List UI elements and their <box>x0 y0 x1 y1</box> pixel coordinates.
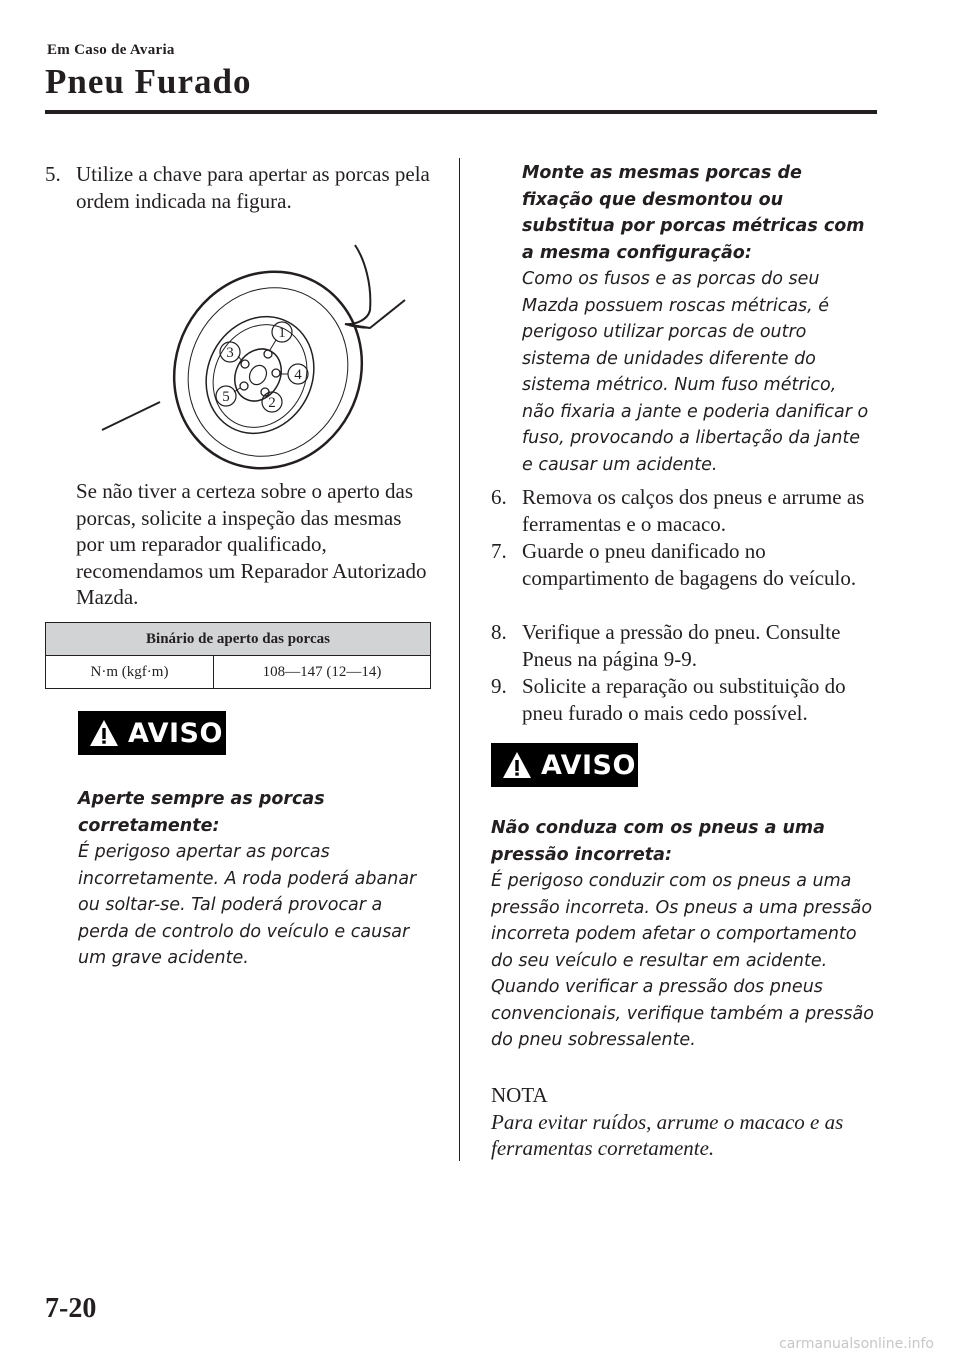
step-7-text: Guarde o pneu danificado no compartimento de bagagens do veículo. <box>522 539 857 590</box>
warning-triangle-icon <box>501 750 533 780</box>
step-8 <box>491 619 876 672</box>
warning-block-left <box>78 786 438 972</box>
wheel-lug-nut-diagram <box>100 240 410 470</box>
step-8-text: Verifique a pressão do pneu. Consulte Pneus na página 9-9. <box>522 620 841 671</box>
page-number: 7-20 <box>45 1293 97 1324</box>
caution-heading: Monte as mesmas porcas de fixação que desmontou ou substitua por porcas métricas com a mesma configuração: <box>522 163 865 263</box>
step-9 <box>491 673 876 726</box>
note-label: NOTA <box>491 1083 548 1107</box>
warning-block-right <box>491 815 883 1054</box>
figure-label-2: 2 <box>268 395 276 411</box>
step-5-text: Utilize a chave para apertar as porcas pela ordem indicada na figura. <box>76 162 430 213</box>
header-rule <box>45 110 877 114</box>
torque-table-header: Binário de aperto das porcas <box>46 623 431 656</box>
section-label: Em Caso de Avaria <box>47 42 175 58</box>
warning-heading-left: Aperte sempre as porcas corretamente: <box>78 789 325 836</box>
note-text: Para evitar ruídos, arrume o macaco e as ferramentas corretamente. <box>491 1109 844 1160</box>
step-7-number: 7. <box>491 539 507 563</box>
warning-triangle-icon <box>88 718 120 748</box>
torque-table <box>45 622 431 689</box>
warning-badge-left <box>78 711 226 755</box>
column-divider <box>459 158 460 1161</box>
step-6-number: 6. <box>491 485 507 509</box>
step-6-text: Remova os calços dos pneus e arrume as ferramentas e o macaco. <box>522 485 865 536</box>
warning-badge-right <box>491 743 638 787</box>
step-5-number: 5. <box>45 162 61 186</box>
caution-body: Como os fusos e as porcas do seu Mazda possuem roscas métricas, é perigoso utilizar porcas de outro sistema de unidades diferente do sistema métrico. Num fuso métrico, não fixaria a jante e poderia danificar o fuso, provocando a libertação da jante e causar um acidente. <box>522 269 869 475</box>
step-9-number: 9. <box>491 674 507 698</box>
figure-label-4: 4 <box>294 367 302 383</box>
inspection-advice: Se não tiver a certeza sobre o aperto das porcas, solicite a inspeção das mesmas por um reparador qualificado, recomendamos um Reparador Autorizado Mazda. <box>76 479 427 609</box>
warning-label-left: AVISO <box>128 717 223 749</box>
step-7 <box>491 538 876 591</box>
caution-block <box>522 160 874 478</box>
figure-label-5: 5 <box>222 389 230 405</box>
figure-label-1: 1 <box>278 325 286 341</box>
step-6 <box>491 484 876 537</box>
note-block <box>491 1082 883 1162</box>
warning-body-left: É perigoso apertar as porcas incorretamente. A roda poderá abanar ou soltar-se. Tal poderá provocar a perda de controlo do veículo e causar um grave acidente. <box>78 842 417 968</box>
step-9-text: Solicite a reparação ou substituição do pneu furado o mais cedo possível. <box>522 674 846 725</box>
step-5 <box>45 161 430 214</box>
page-title: Pneu Furado <box>45 62 252 101</box>
watermark: carmanualsonline.info <box>779 1336 934 1352</box>
step-8-number: 8. <box>491 620 507 644</box>
figure-label-3: 3 <box>226 345 234 361</box>
warning-body-right: É perigoso conduzir com os pneus a uma pressão incorreta. Os pneus a uma pressão incorreta podem afetar o comportamento do seu veículo e resultar em acidente. Quando verificar a pressão dos pneus convencionais, verifique também a pressão do pneu sobressalente. <box>491 871 874 1050</box>
torque-value-cell: 108―147 (12―14) <box>214 656 431 689</box>
warning-heading-right: Não conduza com os pneus a uma pressão incorreta: <box>491 818 825 865</box>
warning-label-right: AVISO <box>541 749 636 781</box>
torque-unit-cell: N·m (kgf·m) <box>46 656 214 689</box>
